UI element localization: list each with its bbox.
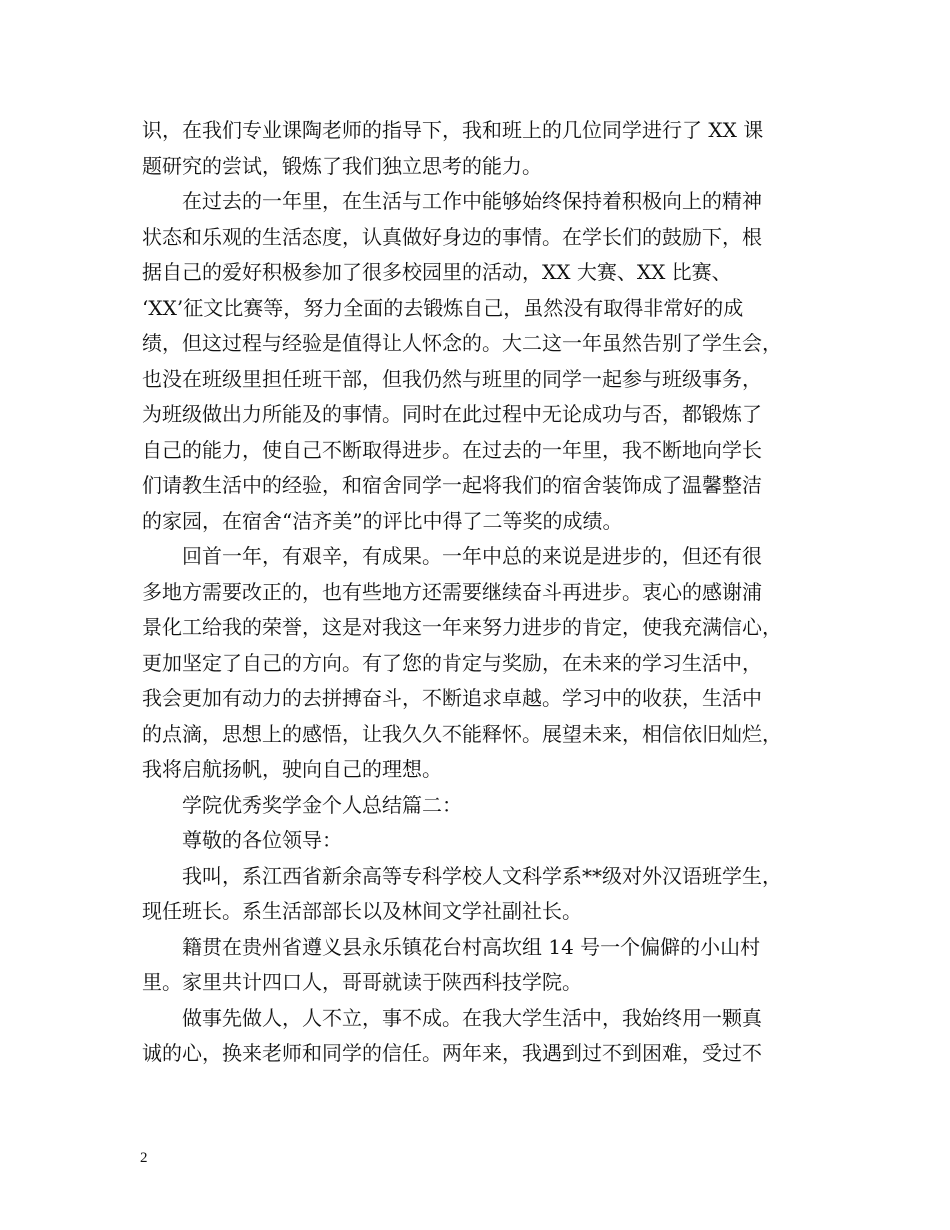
text-line: 多地方需要改正的，也有些地方还需要继续奋斗再进步。衷心的感谢浦: [142, 579, 762, 604]
text-line: 识，在我们专业课陶老师的指导下，我和班上的几位同学进行了 XX 课: [142, 118, 764, 142]
text-line: 据自己的爱好积极参加了很多校园里的活动，XX 大赛、XX 比赛、: [142, 260, 732, 284]
text-line: 们请教生活中的经验，和宿舍同学一起将我们的宿舍装饰成了温馨整洁: [142, 473, 762, 497]
text-line: 籍贯在贵州省遵义县永乐镇花台村高坎组 14 号一个偏僻的小山村: [182, 934, 761, 959]
text-line: 学院优秀奖学金个人总结篇二：: [182, 792, 462, 817]
text-line: 的家园，在宿舍“洁齐美”的评比中得了二等奖的成绩。: [142, 508, 623, 533]
text-line: 尊敬的各位领导：: [182, 828, 342, 852]
text-line: 做事先做人，人不立，事不成。在我大学生活中，我始终用一颗真: [182, 1005, 762, 1030]
text-line: 题研究的尝试，锻炼了我们独立思考的能力。: [142, 153, 542, 178]
text-line: 现任班长。系生活部部长以及林间文学社副社长。: [142, 899, 582, 923]
text-line: 在过去的一年里，在生活与工作中能够始终保持着积极向上的精神: [182, 189, 762, 213]
text-line: 回首一年，有艰辛，有成果。一年中总的来说是进步的，但还有很: [182, 544, 762, 568]
text-line: 更加坚定了自己的方向。有了您的肯定与奖励，在未来的学习生活中，: [142, 650, 762, 675]
text-line: 景化工给我的荣誉，这是对我这一年来努力进步的肯定，使我充满信心，: [142, 615, 782, 639]
text-line: 里。家里共计四口人，哥哥就读于陕西科技学院。: [142, 970, 582, 994]
text-line: ‘XX’征文比赛等，努力全面的去锻炼自己，虽然没有取得非常好的成: [142, 295, 744, 320]
text-line: 状态和乐观的生活态度，认真做好身边的事情。在学长们的鼓励下，根: [142, 224, 762, 249]
text-line: 我叫，系江西省新余高等专科学校人文科学系**级对外汉语班学生，: [182, 863, 782, 888]
text-line: 自己的能力，使自己不断取得进步。在过去的一年里，我不断地向学长: [142, 437, 762, 462]
text-line: 也没在班级里担任班干部，但我仍然与班里的同学一起参与班级事务，: [142, 366, 762, 391]
text-line: 我将启航扬帆，驶向自己的理想。: [142, 757, 442, 781]
page-number: 2: [140, 1150, 148, 1166]
text-line: 为班级做出力所能及的事情。同时在此过程中无论成功与否，都锻炼了: [142, 402, 762, 426]
text-line: 我会更加有动力的去拼搏奋斗，不断追求卓越。学习中的收获，生活中: [142, 686, 762, 710]
text-line: 诚的心，换来老师和同学的信任。两年来，我遇到过不到困难，受过不: [142, 1041, 762, 1065]
text-line: 绩，但这过程与经验是值得让人怀念的。大二这一年虽然告别了学生会，: [142, 331, 782, 355]
body-text: [142, 113, 832, 1072]
text-line: 的点滴，思想上的感悟，让我久久不能释怀。展望未来，相信依旧灿烂，: [142, 721, 782, 746]
